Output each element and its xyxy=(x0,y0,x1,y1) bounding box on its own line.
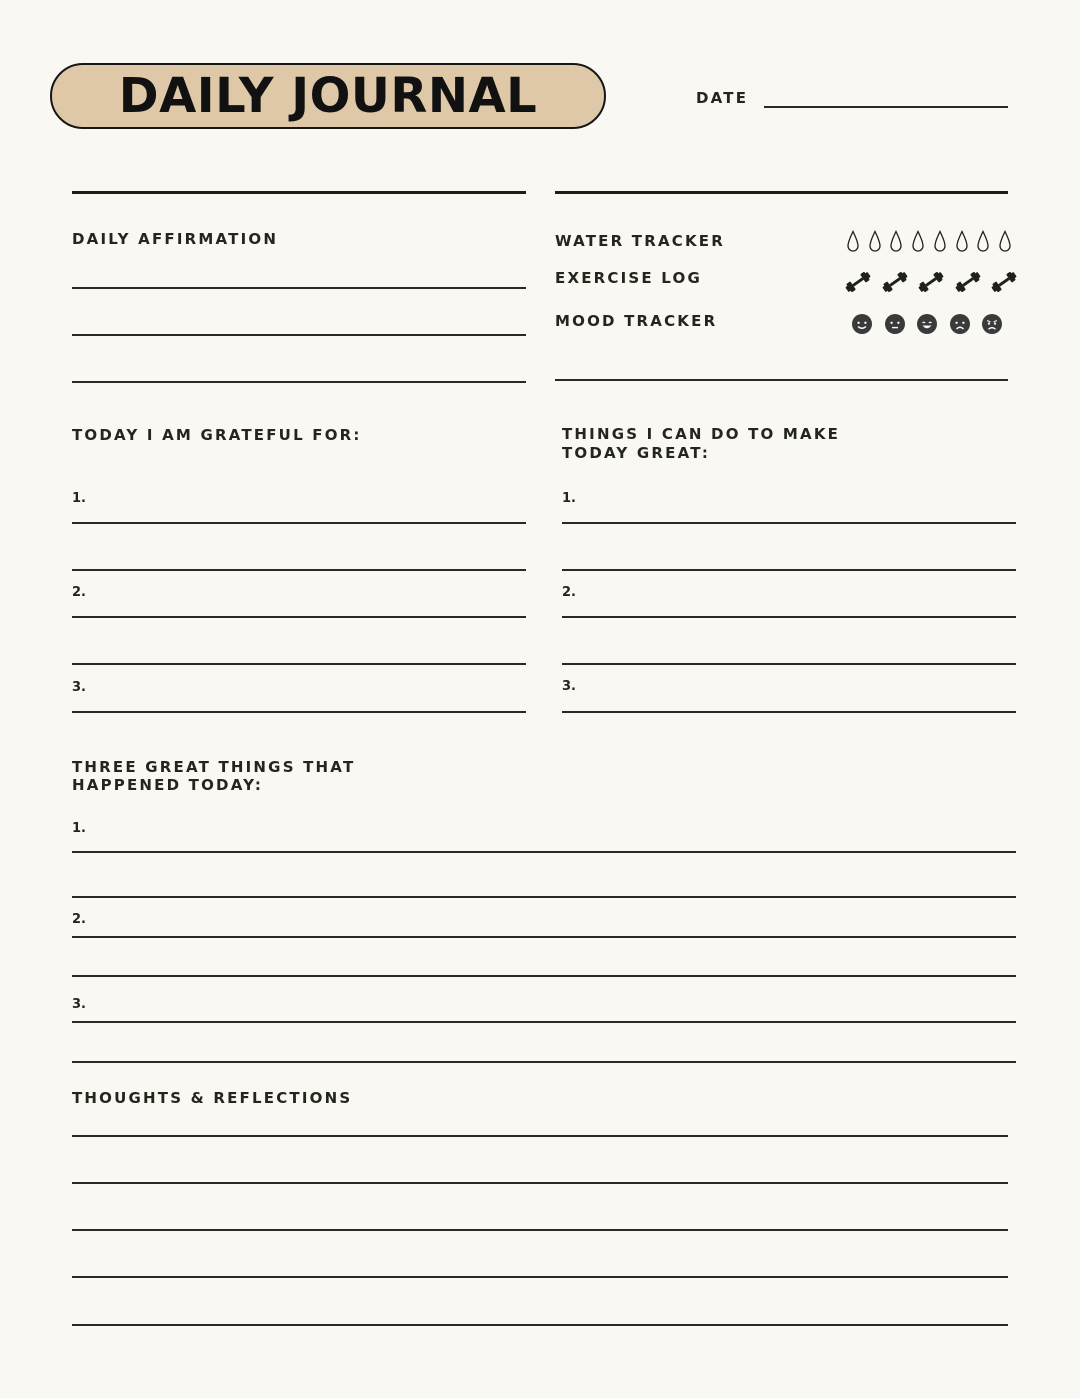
dumbbell-icon[interactable] xyxy=(954,268,982,296)
three-things-line[interactable] xyxy=(72,1021,1016,1023)
water-drop-icon[interactable] xyxy=(976,230,990,254)
grin-face-icon[interactable] xyxy=(916,313,938,335)
make-great-line[interactable] xyxy=(562,616,1016,618)
make-great-line[interactable] xyxy=(562,711,1016,713)
three-things-heading-line2: HAPPENED TODAY: xyxy=(72,776,264,794)
list-number: 2. xyxy=(72,585,86,600)
grateful-line[interactable] xyxy=(72,663,526,665)
affirmation-line[interactable] xyxy=(72,381,526,383)
smile-face-icon[interactable] xyxy=(851,313,873,335)
make-great-line[interactable] xyxy=(562,663,1016,665)
left-section-divider xyxy=(72,191,526,194)
thoughts-line[interactable] xyxy=(72,1324,1008,1326)
sad-face-icon[interactable] xyxy=(949,313,971,335)
water-tracker-icons xyxy=(846,229,1012,255)
three-things-line[interactable] xyxy=(72,896,1016,898)
list-number: 1. xyxy=(72,491,86,506)
water-drop-icon[interactable] xyxy=(998,230,1012,254)
date-line[interactable] xyxy=(764,106,1008,108)
list-number: 3. xyxy=(72,997,86,1012)
list-number: 2. xyxy=(562,585,576,600)
list-number: 2. xyxy=(72,912,86,927)
grateful-line[interactable] xyxy=(72,616,526,618)
make-great-heading-line2: TODAY GREAT: xyxy=(562,444,711,462)
three-things-line[interactable] xyxy=(72,936,1016,938)
thoughts-line[interactable] xyxy=(72,1135,1008,1137)
three-things-line[interactable] xyxy=(72,1061,1016,1063)
grateful-heading: TODAY I AM GRATEFUL FOR: xyxy=(72,426,362,444)
angry-face-icon[interactable] xyxy=(981,313,1003,335)
mood-tracker-icons xyxy=(851,312,1003,336)
affirmation-line[interactable] xyxy=(72,334,526,336)
list-number: 3. xyxy=(562,679,576,694)
thoughts-line[interactable] xyxy=(72,1276,1008,1278)
dumbbell-icon[interactable] xyxy=(844,268,872,296)
water-drop-icon[interactable] xyxy=(889,230,903,254)
right-section-divider xyxy=(555,191,1008,194)
list-number: 1. xyxy=(72,821,86,836)
three-things-heading-line1: THREE GREAT THINGS THAT xyxy=(72,758,356,776)
tracker-bottom-line xyxy=(555,379,1008,381)
water-drop-icon[interactable] xyxy=(911,230,925,254)
three-things-line[interactable] xyxy=(72,975,1016,977)
date-label: DATE xyxy=(696,89,749,107)
thoughts-line[interactable] xyxy=(72,1229,1008,1231)
page-title: DAILY JOURNAL xyxy=(118,68,538,124)
make-great-line[interactable] xyxy=(562,569,1016,571)
title-banner xyxy=(50,63,606,129)
water-drop-icon[interactable] xyxy=(955,230,969,254)
water-drop-icon[interactable] xyxy=(868,230,882,254)
water-tracker-label: WATER TRACKER xyxy=(555,232,725,250)
list-number: 1. xyxy=(562,491,576,506)
dumbbell-icon[interactable] xyxy=(881,268,909,296)
make-great-heading-line1: THINGS I CAN DO TO MAKE xyxy=(562,425,841,443)
grateful-line[interactable] xyxy=(72,711,526,713)
mood-tracker-label: MOOD TRACKER xyxy=(555,312,718,330)
affirmation-heading: DAILY AFFIRMATION xyxy=(72,230,279,248)
exercise-log-label: EXERCISE LOG xyxy=(555,269,702,287)
water-drop-icon[interactable] xyxy=(933,230,947,254)
neutral-face-icon[interactable] xyxy=(884,313,906,335)
thoughts-line[interactable] xyxy=(72,1182,1008,1184)
grateful-line[interactable] xyxy=(72,569,526,571)
three-things-line[interactable] xyxy=(72,851,1016,853)
thoughts-heading: THOUGHTS & REFLECTIONS xyxy=(72,1089,353,1107)
dumbbell-icon[interactable] xyxy=(990,268,1018,296)
dumbbell-icon[interactable] xyxy=(917,268,945,296)
list-number: 3. xyxy=(72,680,86,695)
make-great-line[interactable] xyxy=(562,522,1016,524)
affirmation-line[interactable] xyxy=(72,287,526,289)
grateful-line[interactable] xyxy=(72,522,526,524)
exercise-log-icons xyxy=(844,268,1018,296)
water-drop-icon[interactable] xyxy=(846,230,860,254)
